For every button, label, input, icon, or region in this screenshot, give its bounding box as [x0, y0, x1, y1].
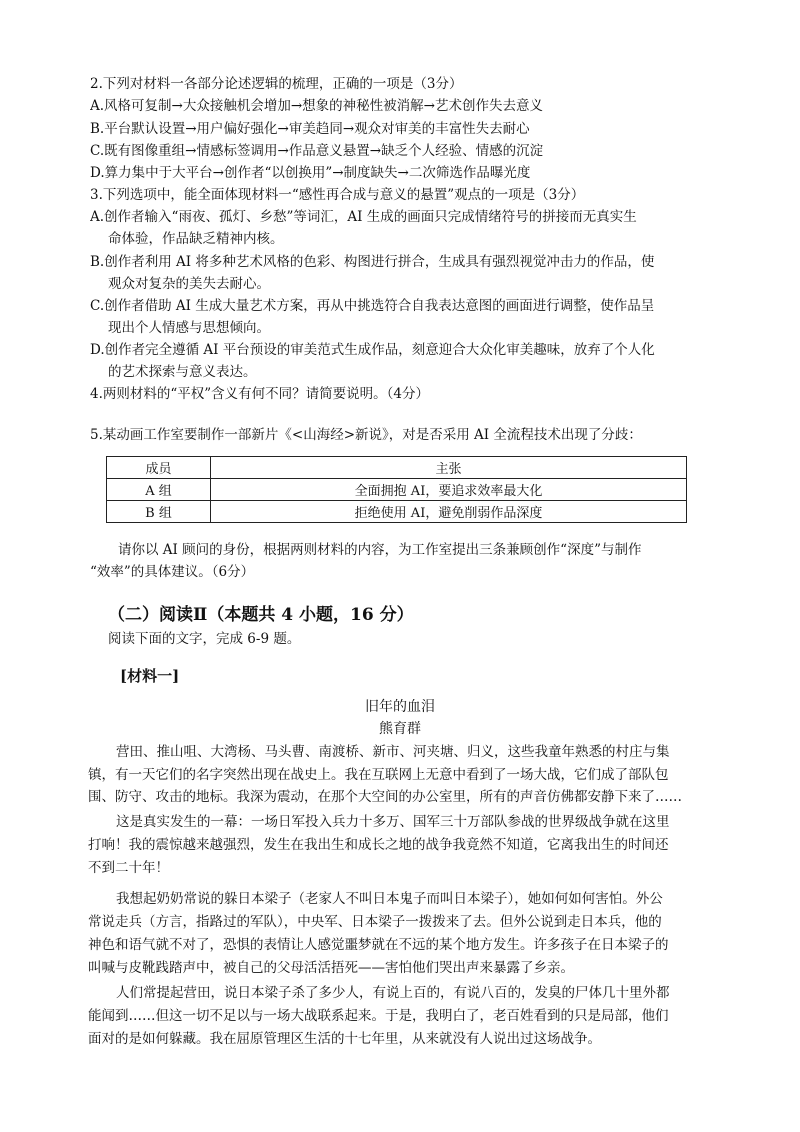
article-paragraph-3-line2: 常说走兵（方言，指路过的军队），中央军、日本梁子一拨拨来了去。但外公说到走日本兵，他的 — [88, 914, 662, 930]
table-header-claim: 主张 — [211, 457, 687, 479]
table-header-row — [107, 457, 687, 479]
q3-option-a-line2: 命体验，作品缺乏精神内核。 — [108, 231, 284, 247]
article-author: 熊育群 — [379, 721, 421, 737]
q3-option-d-line1: D.创作者完全遵循 AI 平台预设的审美范式生成作品，刻意迎合大众化审美趣味，放弃了个人化 — [90, 342, 655, 358]
q2-option-d: D.算力集中于大平台→创作者“以创换用”→制度缺失→二次筛选作品曝光度 — [90, 165, 531, 181]
q2-option-b: B.平台默认设置→用户偏好强化→审美趋同→观众对审美的丰富性失去耐心 — [90, 121, 530, 137]
q3-option-b-line1: B.创作者利用 AI 将多种艺术风格的色彩、构图进行拼合，生成具有强烈视觉冲击力的作品，使 — [90, 254, 655, 270]
q5-stem: 5.某动画工作室要制作一部新片《<山海经>新说》，对是否采用 AI 全流程技术出现了分歧： — [90, 427, 642, 443]
q3-option-a-line1: A.创作者输入“雨夜、孤灯、乡愁”等词汇，AI 生成的画面只完成情绪符号的拼接而无真实生 — [90, 209, 637, 225]
article-title: 旧年的血泪 — [365, 699, 435, 715]
q2-stem: 2.下列对材料一各部分论述逻辑的梳理，正确的一项是（3分） — [90, 76, 463, 92]
article-paragraph-4-line1: 人们常提起营田，说日本梁子杀了多少人，有说上百的，有说八百的，发臭的尸体几十里外都 — [116, 985, 670, 1001]
article-paragraph-1-line3: 围、防守、攻击的地标。我深为震动，在那个大空间的办公室里，所有的声音仿佛都安静下来了…… — [88, 789, 682, 805]
article-paragraph-2-line1: 这是真实发生的一幕：一场日军投入兵力十多万、国军三十万部队参战的世界级战争就在这里 — [116, 814, 670, 830]
section-heading: （二）阅读Ⅱ（本题共 4 小题，16 分） — [108, 605, 414, 625]
table-cell-member: B 组 — [107, 501, 211, 523]
material-label: [材料一] — [120, 667, 180, 685]
q3-option-b-line2: 观众对复杂的美失去耐心。 — [108, 276, 270, 292]
q2-option-c: C.既有图像重组→情感标签调用→作品意义悬置→缺乏个人经验、情感的沉淀 — [90, 143, 544, 159]
q5-prompt-line2: “效率”的具体建议。（6分） — [90, 564, 255, 580]
q5-prompt-line1: 请你以 AI 顾问的身份，根据两则材料的内容，为工作室提出三条兼顾创作“深度”与制作 — [118, 542, 642, 558]
q4-stem: 4.两则材料的“平权”含义有何不同？请简要说明。（4分） — [90, 386, 430, 402]
article-paragraph-2-line3: 不到二十年！ — [88, 860, 169, 876]
table-row — [107, 479, 687, 501]
article-paragraph-3-line3: 神色和语气就不对了，恐惧的表情让人感觉噩梦就在不远的某个地方发生。许多孩子在日本梁子的 — [88, 937, 669, 953]
q3-option-d-line2: 的艺术探索与意义表达。 — [108, 364, 257, 380]
table-cell-claim: 全面拥抱 AI，要追求效率最大化 — [211, 479, 687, 501]
q2-option-a: A.风格可复制→大众接触机会增加→想象的神秘性被消解→艺术创作失去意义 — [90, 98, 543, 114]
table-row — [107, 501, 687, 523]
table-cell-claim: 拒绝使用 AI，避免削弱作品深度 — [211, 501, 687, 523]
table-cell-member: A 组 — [107, 479, 211, 501]
q5-table — [106, 456, 687, 523]
article-paragraph-3-line1: 我想起奶奶常说的躲日本梁子（老家人不叫日本鬼子而叫日本梁子），她如何如何害怕。外公 — [116, 891, 663, 907]
article-paragraph-3-line4: 叫喊与皮靴践踏声中，被自己的父母活活捂死——害怕他们哭出声来暴露了乡亲。 — [88, 960, 574, 976]
article-paragraph-4-line3: 面对的是如何躲藏。我在屈原管理区生活的十七年里，从来就没有人说出过这场战争。 — [88, 1031, 601, 1047]
article-paragraph-4-line2: 能闻到……但这一切不足以与一场大战联系起来。于是，我明白了，老百姓看到的只是局部，他们 — [88, 1008, 669, 1024]
section-instruction: 阅读下面的文字，完成 6-9 题。 — [108, 631, 301, 647]
table-header-member: 成员 — [107, 457, 211, 479]
article-paragraph-1-line1: 营田、推山咀、大湾杨、马头曹、南渡桥、新市、河夹塘、归义，这些我童年熟悉的村庄与集 — [116, 744, 670, 760]
q3-option-c-line2: 现出个人情感与思想倾向。 — [108, 320, 270, 336]
article-paragraph-1-line2: 镇，有一天它们的名字突然出现在战史上。我在互联网上无意中看到了一场大战，它们成了部队包 — [88, 767, 669, 783]
q3-stem: 3.下列选项中，能全面体现材料一“感性再合成与意义的悬置”观点的一项是（3分） — [90, 187, 585, 203]
q3-option-c-line1: C.创作者借助 AI 生成大量艺术方案，再从中挑选符合自我表达意图的画面进行调整，使作品呈 — [90, 298, 655, 314]
article-paragraph-2-line2: 打响！我的震惊越来越强烈，发生在我出生和成长之地的战争我竟然不知道，它离我出生的时间还 — [88, 837, 669, 853]
